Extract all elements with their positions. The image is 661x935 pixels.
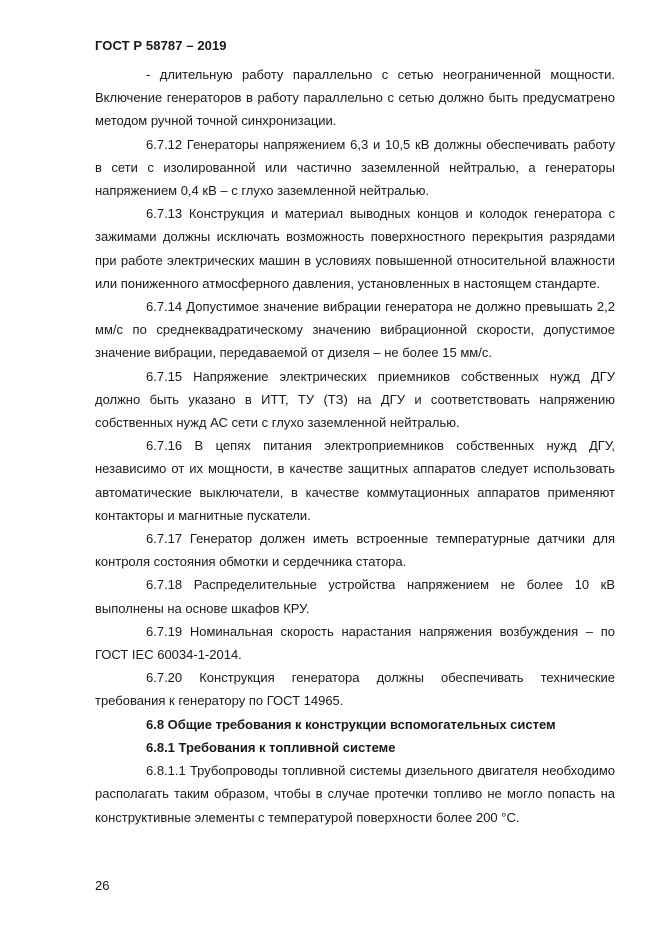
paragraph-6-7-15: 6.7.15 Напряжение электрических приемников собственных нужд ДГУ должно быть указано в ИТТ, ТУ (ТЗ) на ДГУ и соответствовать напряжению собственных нужд АС сети с глухо заземленной нейтралью.	[95, 368, 615, 431]
paragraph-6-8-1-1: 6.8.1.1 Трубопроводы топливной системы дизельного двигателя необходимо располагать таким образом, чтобы в случае протечки топливо не могло попасть на конструктивные элементы с температурой поверхности более 200 °С.	[95, 763, 615, 825]
paragraph-6-7-16: 6.7.16 В цепях питания электроприемников собственных нужд ДГУ, независимо от их мощности, в качестве защитных аппаратов следует использовать автоматические выключатели, в качестве коммутационных аппаратов применяют контакторы и магнитные пускатели.	[95, 438, 615, 523]
section-heading-6-8-1: 6.8.1 Требования к топливной системе	[146, 739, 396, 755]
paragraph-6-7-19: 6.7.19 Номинальная скорость нарастания напряжения возбуждения – по ГОСТ IEC 60034-1-2014.	[95, 623, 615, 663]
paragraph-6-7-18: 6.7.18 Распределительные устройства напряжением не более 10 кВ выполнены на основе шкафов КРУ.	[95, 577, 615, 616]
document-body	[95, 63, 615, 829]
paragraph-6-7-13: 6.7.13 Конструкция и материал выводных концов и колодок генератора с зажимами должны исключать возможность поверхностного перекрытия разрядами при работе электрических машин в условиях повышенной относительной влажности или пониженного атмосферного давления, установленных в настоящем стандарте.	[95, 206, 615, 291]
section-heading-6-8: 6.8 Общие требования к конструкции вспомогательных систем	[146, 716, 556, 732]
paragraph-6-7-12: 6.7.12 Генераторы напряжением 6,3 и 10,5 кВ должны обеспечивать работу в сети с изолированной или частично заземленной нейтралью, а генераторы напряжением 0,4 кВ – с глухо заземленной нейтралью.	[95, 136, 615, 199]
page-number: 26	[95, 878, 110, 893]
paragraph-6-7-20: 6.7.20 Конструкция генератора должны обеспечивать технические требования к генератору по ГОСТ 14965.	[95, 670, 615, 709]
paragraph-6-7-17: 6.7.17 Генератор должен иметь встроенные температурные датчики для контроля состояния обмотки и сердечника статора.	[95, 531, 615, 570]
paragraph-6-7-14: 6.7.14 Допустимое значение вибрации генератора не должно превышать 2,2 мм/с по среднеквадратическому значению вибрационной скорости, допустимое значение вибрации, передаваемой от дизеля – не более 15 мм/с.	[95, 299, 615, 361]
paragraph-generator-parallel-operation: - длительную работу параллельно с сетью неограниченной мощности. Включение генераторов в работу параллельно с сетью должно быть предусматрено методом ручной точной синхронизации.	[95, 67, 615, 129]
standard-header: ГОСТ Р 58787 – 2019	[95, 38, 227, 53]
